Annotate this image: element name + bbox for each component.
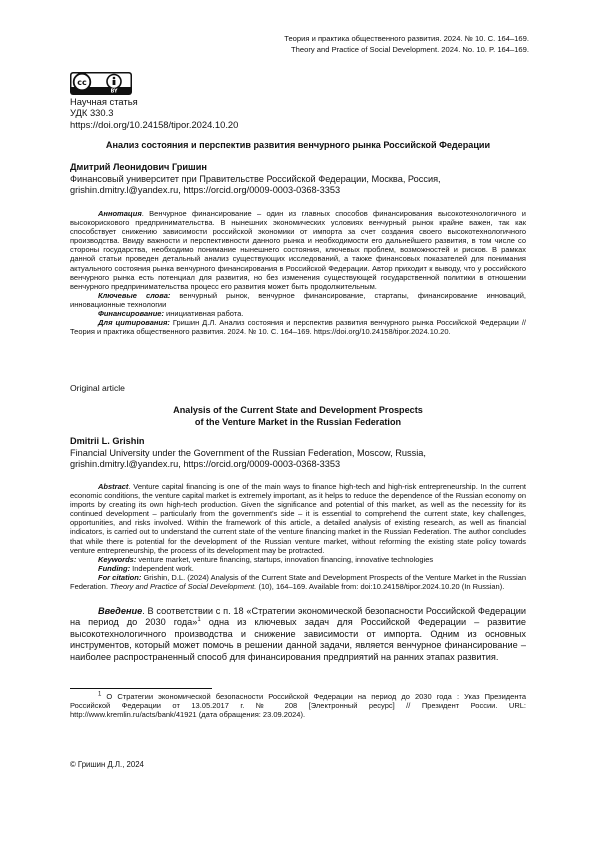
- author-contacts-ru[interactable]: grishin.dmitry.l@yandex.ru, https://orcid.org/0009-0003-0368-3353: [70, 185, 341, 196]
- keywords-label-en: Keywords:: [98, 554, 137, 564]
- keywords-ru: [70, 291, 526, 309]
- citation-text-en-2: (10), 164–169. Available from: doi:10.24158/tipor.2024.10.20 (In Russian).: [256, 582, 505, 592]
- introduction-label: Введение: [98, 606, 143, 616]
- introduction-paragraph: [70, 606, 526, 663]
- abstract-text-ru: . Венчурное финансирование – один из главных способов финансирования высокотехнологичного и высокорискового предпринимательства. В нынешних экономических условиях венчурный рынок крайне важен, так как способствует снижению зависимости российской экономики от импорта за счет создания своего высокотехнологичного производства. Ввиду важности и перспективности данного рынка и необходимости его дальнейшего развития, в том числе со стороны государства, необходимо понимание нынешнего состояния, ключевых проблем, возможностей и рисков. В рамках данной статьи проведен детальный анализ существующих исследований, а также финансовых показателей для понимания актуального состояния рынка венчурного финансирования в Российской Федерации. Автор приходит к выводу, что у российского венчурного рынка есть потенциал для развития, но без изменения существующей государственной политики в отношении венчурного предпринимательства процесс его развития может быть продолжительным.: [70, 209, 526, 291]
- doi-link[interactable]: https://doi.org/10.24158/tipor.2024.10.20: [70, 118, 239, 130]
- keywords-en: [70, 555, 526, 564]
- running-header-en: Theory and Practice of Social Development. 2024. No. 10. P. 164–169.: [291, 44, 529, 54]
- citation-label-ru: Для цитирования:: [98, 318, 170, 328]
- footnote-divider: [70, 688, 212, 689]
- keywords-label-ru: Ключевые слова:: [98, 290, 171, 300]
- abstract-block-en: [70, 482, 526, 591]
- abstract-ru: [70, 209, 526, 291]
- funding-ru: [70, 309, 526, 318]
- author-affiliation-ru: [70, 174, 526, 197]
- author-name-en: Dmitrii L. Grishin: [70, 436, 145, 446]
- cc-by-license-badge[interactable]: [70, 72, 132, 95]
- abstract-label-ru: Аннотация: [98, 209, 142, 218]
- running-header: [109, 34, 529, 55]
- funding-en: [70, 564, 526, 573]
- abstract-en: [70, 482, 526, 555]
- author-contacts-en[interactable]: grishin.dmitry.l@yandex.ru, https://orcid.org/0009-0003-0368-3353: [70, 459, 341, 470]
- title-en-line-2: of the Venture Market in the Russian Federation: [194, 416, 402, 427]
- citation-journal-en: Theory and Practice of Social Development.: [110, 582, 257, 592]
- article-type-ru: Научная статья: [70, 96, 138, 107]
- footnote: [70, 692, 526, 719]
- citation-text-en-1: Grishin, D.L. (2024) Analysis of the Current State and Development Prospects of the Venture Market in the Russian Federation.: [70, 572, 526, 592]
- abstract-label-en: Abstract: [98, 482, 129, 491]
- citation-label-en: For citation:: [98, 572, 142, 582]
- article-title-en: [70, 405, 526, 428]
- copyright-notice: © Гришин Д.Л., 2024: [70, 760, 144, 769]
- author-affiliation-en: [70, 448, 526, 471]
- keywords-text-en: venture market, venture financing, startups, innovation financing, innovative technologies: [136, 554, 434, 564]
- affiliation-en: Financial University under the Government of the Russian Federation, Moscow, Russia,: [70, 448, 426, 458]
- funding-text-ru: инициативная работа.: [163, 309, 244, 319]
- footnote-reference[interactable]: 1: [197, 617, 201, 624]
- udk-code: УДК 330.3: [70, 107, 114, 119]
- author-name-ru: Дмитрий Леонидович Гришин: [70, 162, 207, 172]
- citation-en: [70, 573, 526, 591]
- article-type-en: Original article: [70, 383, 125, 393]
- cc-by-icon: [70, 72, 132, 95]
- funding-label-ru: Финансирование:: [98, 309, 164, 319]
- cc-by-badge-text: BY: [110, 89, 118, 95]
- abstract-block-ru: [70, 209, 526, 336]
- citation-ru: [70, 318, 526, 336]
- introduction-text-1: . В соответствии с п. 18 «Стратегии экономической безопасности Российской Федерации на период до 2030 года»: [70, 606, 526, 628]
- abstract-text-en: . Venture capital financing is one of the main ways to finance high-tech and high-risk entrepreneurship. In the current economic conditions, the venture capital market is extremely important, as it helps to reduce the dependence of the Russian economy on imports by creating its own high-tech production. Given the significance and potential of this market, as well as the necessity for its continued development – particularly from the government's side – it is essential to comprehend the current state, key challenges, opportunities, and risks involved. Within the framework of this article, a detailed analysis of existing research, as well as financial indicators, is carried out to understand the current state of the venture financing market in the Russian Federation. The author concludes that while there is potential for the development of the Russian venture market, without reforming the existing state policy towards venture entrepreneurship, the process of its development may be protracted.: [70, 482, 526, 555]
- funding-label-en: Funding:: [98, 563, 131, 573]
- footnote-mark: 1: [98, 691, 102, 698]
- introduction-text-2: одна из ключевых задач для Российской Федерации – развитие высокотехнологичного производства и снижение зависимости от импорта. Одним из основных инструментов, который может помочь в решении данной задачи, является венчурное финансирование – наиболее распространенный способ для финансирования предприятий на ранних этапах развития.: [70, 617, 526, 662]
- article-title-ru: Анализ состояния и перспектив развития венчурного рынка Российской Федерации: [105, 140, 491, 150]
- affiliation-ru: Финансовый университет при Правительстве Российской Федерации, Москва, Россия,: [70, 174, 441, 184]
- keywords-text-ru: венчурный рынок, венчурное финансирование, стартапы, финансирование инноваций, инновационные технологии: [70, 290, 526, 309]
- article-meta-ru: [70, 96, 238, 130]
- funding-text-en: Independent work.: [130, 563, 194, 573]
- footnote-text: О Стратегии экономической безопасности Российской Федерации на период до 2030 года : Указ Президента Российской Федерации от 13.05.2017 г. № 208 [Электронный ресурс] // Президент России. URL: http://www.kremlin.ru/acts/bank/41921 (дата обращения: 23.09.2024).: [70, 692, 526, 720]
- svg-text:cc: cc: [77, 78, 87, 87]
- running-header-ru: Теория и практика общественного развития. 2024. № 10. С. 164–169.: [284, 34, 529, 43]
- citation-text-ru: Гришин Д.Л. Анализ состояния и перспектив развития венчурного рынка Российской Федерации // Теория и практика общественного развития. 2024. № 10. С. 164–169. https://doi.org/10.24158/tipor.2024.10.20.: [70, 318, 526, 337]
- title-en-line-1: Analysis of the Current State and Development Prospects: [173, 405, 423, 415]
